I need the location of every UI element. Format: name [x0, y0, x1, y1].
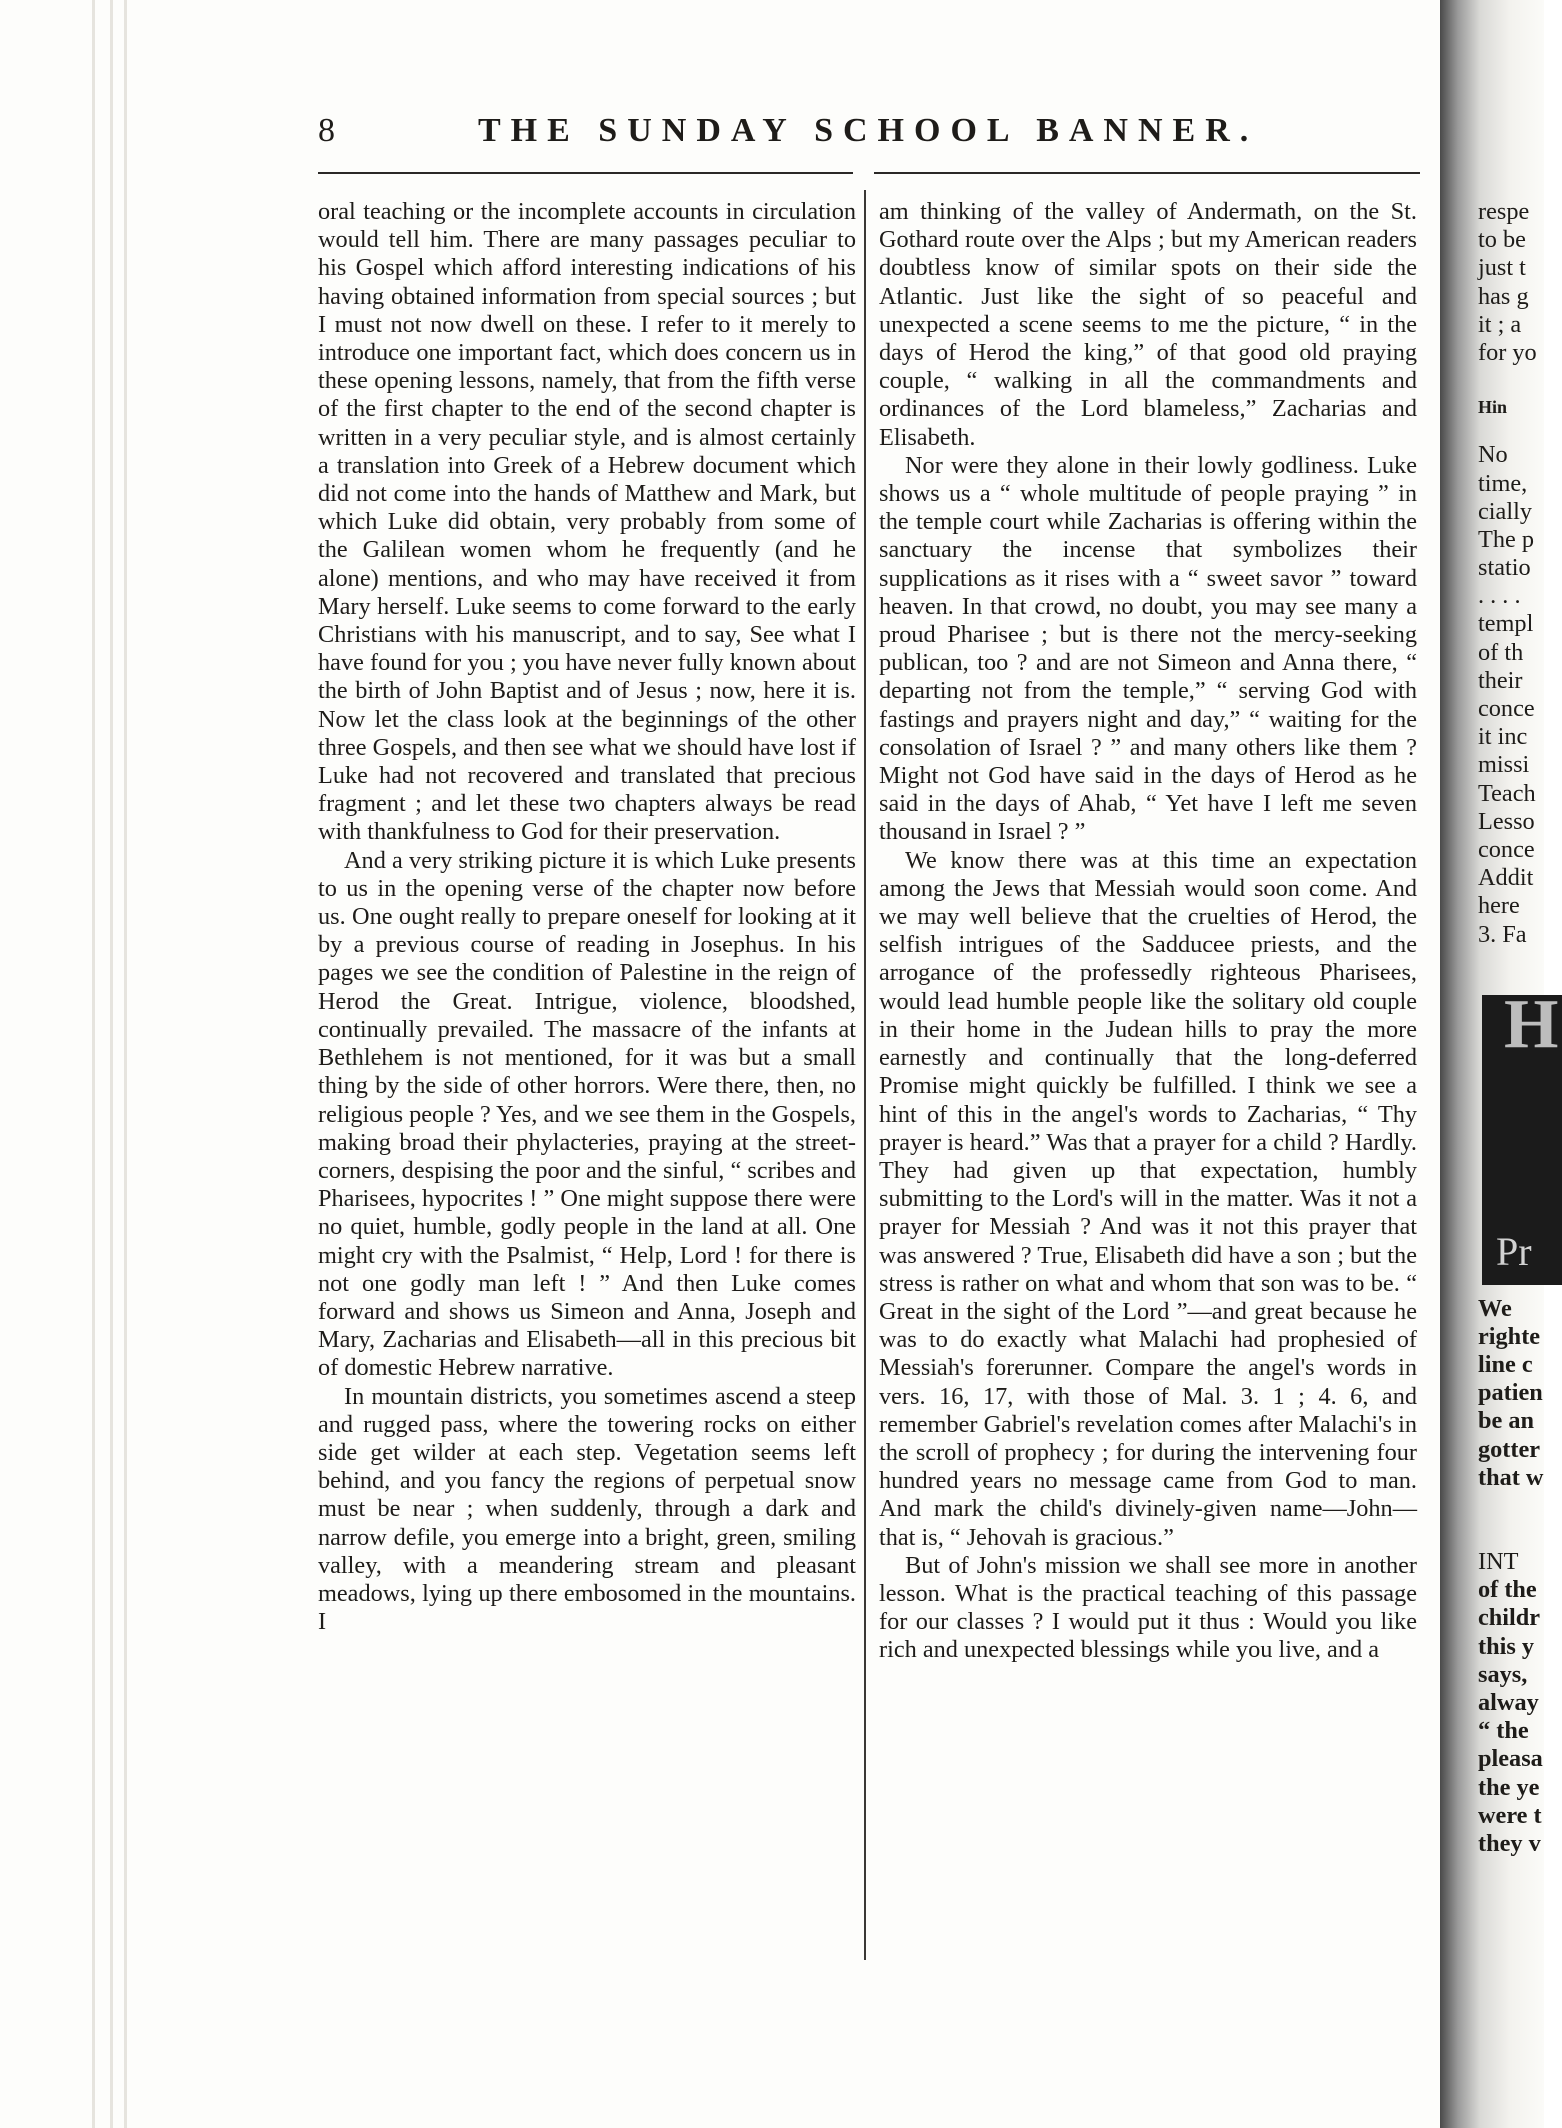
text-fragment: missi: [1478, 751, 1530, 779]
text-fragment: righte: [1478, 1322, 1541, 1350]
text-fragment: be an: [1478, 1407, 1535, 1435]
page-header: [318, 112, 1418, 156]
header-rule-right: [874, 172, 1420, 174]
paragraph: And a very striking picture it is which Luke presents to us in the opening verse of the chapter now before us. One ought really to prepare oneself for looking at it by a previous course of reading in Josephus. In his pages we see the condition of Palestine in the reign of Herod the Great. Intrigue, violence, bloodshed, continually prevailed. The massacre of the infants at Bethlehem is not mentioned, for it was but a small thing by the side of other horrors. Were there, then, no religious people ? Yes, and we see them in the Gospels, making broad their phylacteries, praying at the street-corners, despising the poor and the sinful, “ scribes and Pharisees, hypocrites ! ” One might suppose there were no quiet, humble, godly people in the land at all. One might cry with the Psalmist, “ Help, Lord ! for there is not one godly man left ! ” And then Luke comes forward and shows us Simeon and Anna, Joseph and Mary, Zacharias and Elisabeth—all in this precious bit of domestic Hebrew narrative.: [318, 846, 856, 1382]
text-fragment: Lesso: [1478, 807, 1535, 835]
text-fragment: were t: [1478, 1801, 1542, 1829]
text-fragment: Teach: [1478, 779, 1536, 807]
left-column: [318, 198, 856, 1636]
text-fragment: time,: [1478, 469, 1528, 497]
text-fragment: it ; a: [1478, 310, 1522, 338]
paragraph: But of John's mission we shall see more in another lesson. What is the practical teaching of this passage for our classes ? I would put it thus : Would you like rich and unexpected blessings while you live, and a: [879, 1551, 1417, 1664]
paragraph: In mountain districts, you sometimes ascend a steep and rugged pass, where the towering rocks on either side get wilder at each step. Vegetation seems left behind, and you fancy the regions of perpetual snow must be near ; when suddenly, through a dark and narrow defile, you emerge into a bright, green, smiling valley, with a meandering stream and pleasant meadows, lying up there embosomed in the mountains. I: [318, 1382, 856, 1636]
text-fragment: of the: [1478, 1576, 1537, 1604]
paragraph: Nor were they alone in their lowly godliness. Luke shows us a “ whole multitude of people praying ” in the temple court while Zacharias is offering within the sanctuary the incense that symbolizes their supplications as it rises with a “ sweet savor ” toward heaven. In that crowd, no doubt, you may see many a proud Pharisee ; but is there not the mercy-seeking publican, too ? and are not Simeon and Anna there, “ departing not from the temple,” “ serving God with fastings and prayers night and day,” “ waiting for the consolation of Israel ? ” and many others like them ? Might not God have said in the days of Herod as he said in the days of Ahab, “ Yet have I left me seven thousand in Israel ? ”: [879, 451, 1417, 846]
illustration-fragment: [1482, 985, 1562, 1285]
text-fragment: here: [1478, 892, 1520, 920]
text-fragment: patien: [1478, 1379, 1543, 1407]
text-fragment: alway: [1478, 1688, 1539, 1716]
text-fragment: of th: [1478, 638, 1524, 666]
header-rule-left: [318, 172, 853, 174]
column-divider: [864, 190, 866, 1960]
text-fragment: for yo: [1478, 338, 1537, 366]
page-edge-line: [124, 0, 127, 2128]
section-heading-fragment: Hin: [1478, 397, 1508, 418]
text-fragment: just t: [1478, 254, 1526, 282]
text-fragment: 3. Fa: [1478, 920, 1527, 948]
adjacent-page-fragment: [1478, 198, 1559, 1858]
text-fragment: “ the: [1478, 1717, 1529, 1745]
text-fragment: Addit: [1478, 864, 1534, 892]
text-fragment: the ye: [1478, 1773, 1540, 1801]
text-fragment: No: [1478, 441, 1508, 469]
text-fragment: pleasa: [1478, 1745, 1543, 1773]
running-title: THE SUNDAY SCHOOL BANNER.: [478, 112, 1259, 149]
text-fragment: says,: [1478, 1660, 1528, 1688]
paragraph: oral teaching or the incomplete accounts in circulation would tell him. There are many passages peculiar to his Gospel which afford interesting indications of his having obtained information from special sources ; but I must not now dwell on these. I refer to it merely to introduce one important fact, which does concern us in these opening lessons, namely, that from the fifth verse of the first chapter to the end of the second chapter is written in a very peculiar style, and is almost certainly a translation into Greek of a Hebrew document which did not come into the hands of Matthew and Mark, but which Luke did obtain, very probably from some of the Galilean women whom he frequently (and he alone) mentions, and who may have received it from Mary herself. Luke seems to come forward to the early Christians with his manuscript, and to say, See what I have found for you ; you have never fully known about the birth of John Baptist and of Jesus ; now, here it is. Now let the class look at the beginnings of the other three Gospels, and then see what we should have lost if Luke had not recovered and translated that precious fragment ; and let these two chapters always be read with thankfulness to God for their preservation.: [318, 198, 856, 846]
text-fragment: statio: [1478, 554, 1531, 582]
text-fragment: templ: [1478, 610, 1534, 638]
paragraph: We know there was at this time an expectation among the Jews that Messiah would soon come. And we may well believe that the cruelties of Herod, the selfish intrigues of the Sadducee priests, and the arrogance of the professedly righteous Pharisees, would lead humble people like the solitary old couple in their home in the Judean hills to pray the more earnestly and continually that the long-deferred Promise might quickly be fulfilled. I think we see a hint of this in the angel's words to Zacharias, “ Thy prayer is heard.” Was that a prayer for a child ? Hardly. They had given up that expectation, humbly submitting to the Lord's will in the matter. Was it not a prayer for Messiah ? And was it not this prayer that was answered ? True, Elisabeth did have a son ; but the stress is rather on what and whom that son was to be. “ Great in the sight of the Lord ”—and great because he was to do exactly what Malachi had prophesied of Messiah's forerunner. Compare the angel's words in vers. 16, 17, with those of Mal. 3. 1 ; 4. 6, and remember Gabriel's revelation comes after Malachi's in the scroll of prophecy ; for during the intervening four hundred years no message came from God to man. And mark the child's divinely-given name—John—that is, “ Jehovah is gracious.”: [879, 846, 1417, 1551]
paragraph: am thinking of the valley of Andermath, on the St. Gothard route over the Alps ; but my American readers doubtless know of similar spots on their side the Atlantic. Just like the sight of so peaceful and unexpected a scene seems to me the picture, “ in the days of Herod the king,” of that good old praying couple, “ walking in all the commandments and ordinances of the Lord blameless,” Zacharias and Elisabeth.: [879, 198, 1417, 451]
text-fragment: We: [1478, 1294, 1512, 1322]
right-column: [879, 198, 1417, 1665]
text-fragment: line c: [1478, 1351, 1533, 1379]
text-fragment: . . . .: [1478, 582, 1521, 610]
page-edge-line: [92, 0, 95, 2128]
text-fragment: respe: [1478, 198, 1530, 225]
text-fragment: to be: [1478, 226, 1526, 254]
text-fragment: it inc: [1478, 723, 1528, 751]
text-fragment: gotter: [1478, 1435, 1541, 1463]
text-fragment: that w: [1478, 1463, 1544, 1491]
text-fragment: The p: [1478, 525, 1534, 553]
text-fragment: their: [1478, 666, 1523, 694]
text-fragment: they v: [1478, 1829, 1541, 1857]
text-fragment: childr: [1478, 1604, 1541, 1632]
text-fragment: conce: [1478, 695, 1535, 722]
illustration-letter: H: [1504, 985, 1559, 1063]
text-fragment: INT: [1478, 1548, 1519, 1575]
text-fragment: cially: [1478, 497, 1532, 525]
page-number: 8: [318, 112, 336, 149]
text-fragment: has g: [1478, 282, 1529, 310]
page-edge-line: [110, 0, 113, 2128]
text-fragment: conce: [1478, 835, 1535, 863]
text-fragment: this y: [1478, 1632, 1535, 1660]
illustration-letter: Pr: [1496, 1229, 1532, 1275]
